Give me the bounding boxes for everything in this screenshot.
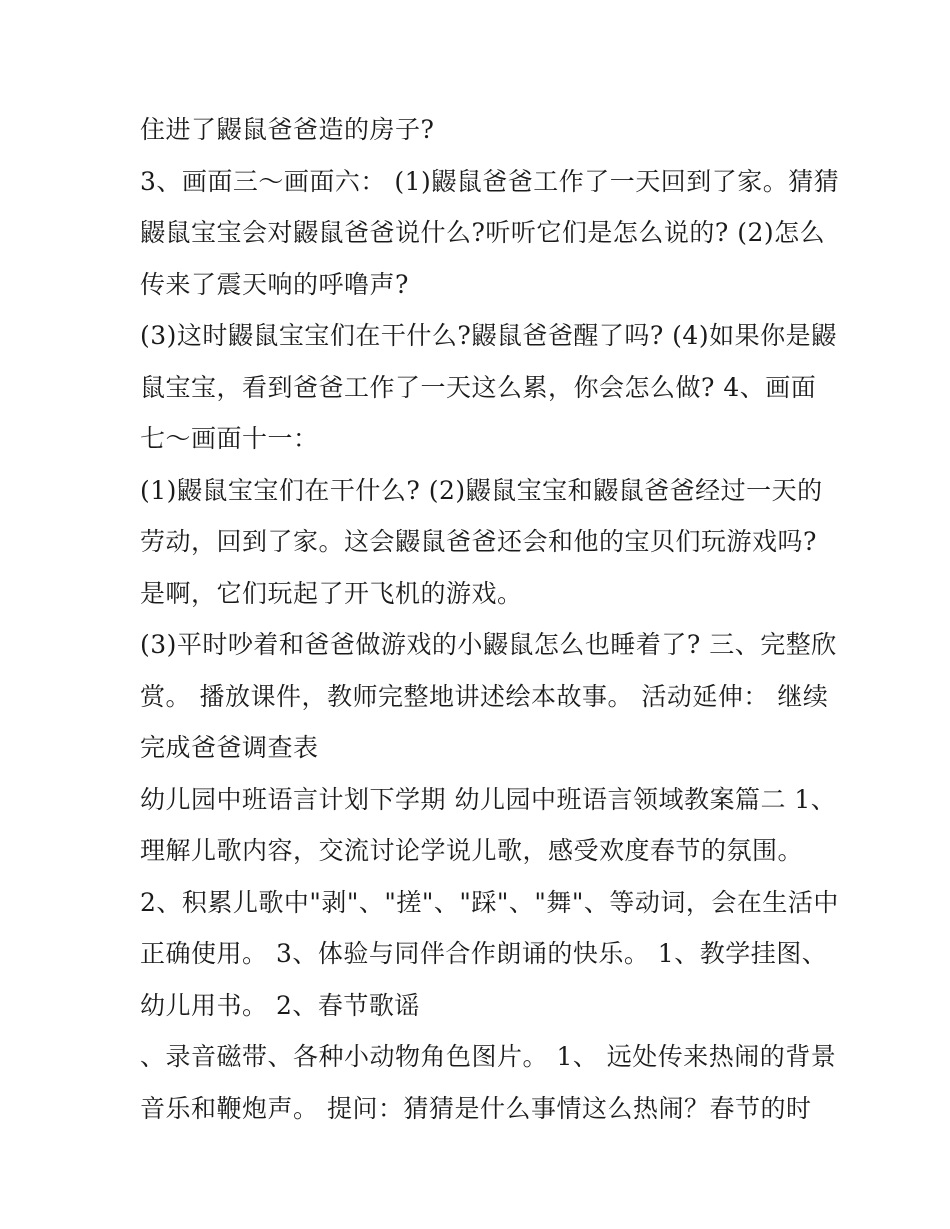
text-line: 鼹鼠宝宝会对鼹鼠爸爸说什么?听听它们是怎么说的? (2)怎么 bbox=[140, 218, 826, 247]
text-line: 传来了震天响的呼噜声? bbox=[140, 269, 409, 299]
text-line: 七～画面十一： bbox=[140, 424, 319, 453]
text-line: 劳动，回到了家。这会鼹鼠爸爸还会和他的宝贝们玩游戏吗? bbox=[140, 527, 817, 556]
text-line: 正确使用。 3、体验与同伴合作朗诵的快乐。 1、教学挂图、 bbox=[140, 939, 828, 968]
text-line: (3)平时吵着和爸爸做游戏的小鼹鼠怎么也睡着了? 三、完整欣 bbox=[140, 630, 837, 659]
text-line: 幼儿园中班语言计划下学期 幼儿园中班语言领域教案篇二 1、 bbox=[140, 784, 837, 814]
text-line: 音乐和鞭炮声。 提问：猜猜是什么事情这么热闹？春节的时 bbox=[140, 1093, 812, 1123]
text-line: 2、积累儿歌中"剥"、"搓"、"踩"、"舞"、等动词，会在生活中 bbox=[140, 887, 839, 917]
text-line: 鼠宝宝，看到爸爸工作了一天这么累，你会怎么做? 4、画面 bbox=[140, 372, 817, 402]
text-line: 赏。 播放课件，教师完整地讲述绘本故事。 活动延伸： 继续 bbox=[140, 681, 829, 711]
text-line: 理解儿歌内容，交流讨论学说儿歌，感受欢度春节的氛围。 bbox=[140, 836, 804, 865]
text-line: 是啊，它们玩起了开飞机的游戏。 bbox=[140, 578, 523, 608]
text-line: 完成爸爸调查表 bbox=[140, 733, 319, 762]
text-line: (1)鼹鼠宝宝们在干什么? (2)鼹鼠宝宝和鼹鼠爸爸经过一天的 bbox=[140, 475, 823, 505]
document-body bbox=[140, 104, 840, 1134]
text-line: 3、画面三～画面六： (1)鼹鼠爸爸工作了一天回到了家。猜猜 bbox=[140, 166, 840, 196]
text-line: 幼儿用书。 2、春节歌谣 bbox=[140, 990, 420, 1020]
text-line: 住进了鼹鼠爸爸造的房子? bbox=[140, 115, 435, 144]
text-line: (3)这时鼹鼠宝宝们在干什么?鼹鼠爸爸醒了吗? (4)如果你是鼹 bbox=[140, 321, 837, 350]
text-line: 、录音磁带、各种小动物角色图片。 1、 远处传来热闹的背景 bbox=[140, 1042, 837, 1071]
